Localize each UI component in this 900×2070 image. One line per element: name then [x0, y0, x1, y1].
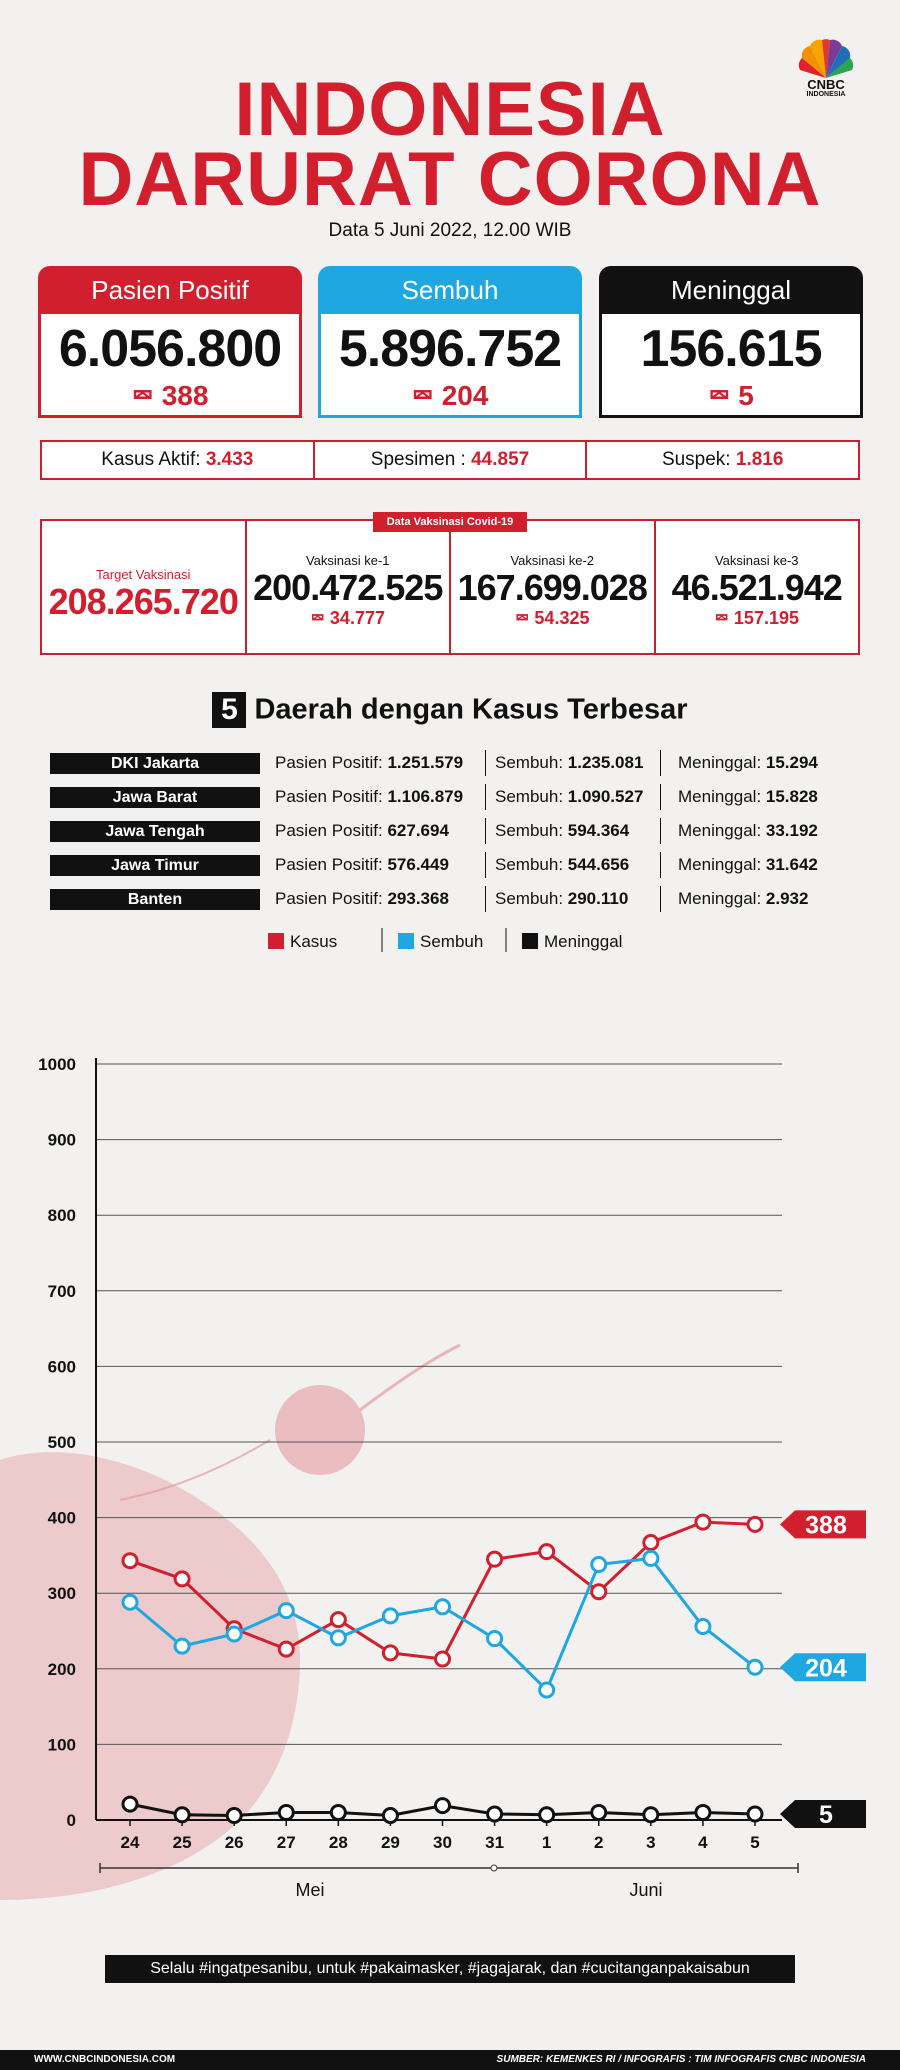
data-point-kasus [644, 1536, 658, 1550]
y-tick-label: 700 [47, 1281, 76, 1301]
data-point-sembuh [540, 1683, 554, 1697]
page-title-line2: DARURAT CORONA [78, 137, 822, 222]
vaccine-value: 200.472.525 [253, 567, 443, 608]
data-date: Data 5 Juni 2022, 12.00 WIB [328, 220, 572, 241]
region-meninggal-label: Meninggal: [678, 889, 766, 908]
vaccine-value: 167.699.028 [457, 567, 647, 608]
end-label-meninggal [780, 1800, 866, 1829]
region-positif-label: Pasien Positif: [275, 787, 388, 806]
end-label-text: 204 [805, 1654, 847, 1683]
end-label-sembuh [780, 1653, 866, 1682]
stat-delta: 204 [441, 380, 489, 411]
vaccine-target [42, 521, 247, 653]
stat-label: Pasien Positif [38, 266, 302, 314]
slogan-bar: Selalu #ingatpesanibu, untuk #pakaimasker, #jagajarak, dan #cucitanganpakaisabun [105, 1955, 795, 1983]
data-point-sembuh [488, 1632, 502, 1646]
legend-label: Kasus [290, 932, 338, 951]
data-point-meninggal [488, 1807, 502, 1821]
region-positif-label: Pasien Positif: [275, 821, 388, 840]
summary-value: 3.433 [205, 449, 254, 470]
region-sembuh-label: Sembuh: [495, 753, 568, 772]
x-tick-label: 30 [433, 1833, 452, 1852]
region-sembuh-label: Sembuh: [495, 855, 568, 874]
y-tick-label: 500 [47, 1433, 76, 1452]
stat-label: Sembuh [318, 266, 582, 314]
legend-swatch [522, 933, 538, 949]
data-point-sembuh [383, 1609, 397, 1623]
data-point-kasus [592, 1585, 606, 1599]
month-divider [491, 1865, 497, 1871]
data-point-meninggal [227, 1808, 241, 1822]
data-point-kasus [696, 1515, 710, 1529]
y-tick-label: 200 [47, 1659, 76, 1679]
data-point-meninggal [436, 1799, 450, 1813]
stat-value: 156.615 [640, 320, 822, 378]
y-tick-label: 100 [47, 1735, 76, 1755]
region-name: Jawa Barat [50, 787, 260, 808]
region-positif-label: Pasien Positif: [275, 889, 388, 908]
data-point-sembuh [436, 1600, 450, 1614]
data-point-meninggal [123, 1797, 137, 1811]
month-label: Mei [295, 1880, 325, 1900]
stat-value: 5.896.752 [338, 320, 562, 378]
regions-title [0, 692, 900, 728]
data-point-kasus [383, 1646, 397, 1660]
x-tick-label: 28 [328, 1833, 348, 1852]
data-point-kasus [748, 1517, 762, 1531]
region-sembuh: 544.656 [567, 855, 630, 874]
vaccine-panel [40, 519, 860, 655]
region-name: DKI Jakarta [50, 753, 260, 774]
data-point-sembuh [696, 1619, 710, 1633]
regions-title-text: Daerah dengan Kasus Terbesar [254, 693, 688, 726]
legend-label: Meninggal [544, 932, 623, 951]
x-tick-label: 29 [380, 1833, 400, 1852]
region-name: Jawa Timur [50, 855, 260, 876]
data-point-meninggal [748, 1807, 762, 1821]
summary-label: Suspek: [661, 449, 736, 470]
data-point-sembuh [227, 1627, 241, 1641]
vaccine-delta: 54.325 [534, 608, 590, 628]
x-tick-label: 31 [485, 1833, 505, 1852]
stat-card-meninggal [599, 266, 863, 418]
vaccine-tag: Data Vaksinasi Covid-19 [373, 512, 527, 532]
end-label-text: 5 [819, 1800, 833, 1829]
region-positif: 1.251.579 [387, 753, 464, 772]
y-tick-label: 600 [47, 1357, 76, 1377]
vaccine-value: 46.521.942 [671, 567, 842, 608]
end-label-text: 388 [805, 1511, 847, 1540]
x-tick-label: 27 [276, 1833, 296, 1852]
y-tick-label: 300 [47, 1584, 76, 1604]
x-tick-label: 24 [120, 1833, 140, 1852]
summary-label: Kasus Aktif: [101, 449, 206, 470]
region-meninggal: 33.192 [765, 821, 818, 840]
daily-cases-chart [0, 932, 900, 1900]
x-tick-label: 3 [646, 1833, 656, 1852]
region-positif: 627.694 [387, 821, 449, 840]
logo-text: CNBC [807, 77, 845, 92]
x-tick-label: 1 [541, 1833, 552, 1852]
x-tick-label: 2 [594, 1833, 604, 1852]
stat-value: 6.056.800 [58, 320, 282, 378]
vaccine-delta: 34.777 [329, 608, 385, 628]
summary-row [40, 440, 860, 480]
legend-swatch [398, 933, 414, 949]
y-tick-label: 900 [47, 1130, 76, 1150]
summary-label: Spesimen : [370, 449, 472, 470]
stat-card-sembuh [318, 266, 582, 418]
vaccine-dose-3 [656, 521, 859, 653]
regions-title-number: 5 [212, 692, 246, 728]
region-meninggal: 2.932 [765, 889, 809, 908]
vaccine-delta: 157.195 [733, 608, 799, 628]
x-tick-label: 26 [224, 1833, 244, 1852]
region-positif: 293.368 [387, 889, 449, 908]
vaccine-dose-2 [451, 521, 656, 653]
data-point-kasus [331, 1613, 345, 1627]
region-meninggal: 15.828 [765, 787, 818, 806]
data-point-sembuh [331, 1631, 345, 1645]
data-point-meninggal [383, 1808, 397, 1822]
month-label: Juni [629, 1880, 663, 1900]
x-tick-label: 5 [750, 1833, 760, 1852]
y-tick-label: 0 [66, 1811, 76, 1830]
vaccine-label: Vaksinasi ke-3 [714, 553, 799, 568]
summary-value: 1.816 [735, 449, 784, 470]
stat-card-positif [38, 266, 302, 418]
data-point-kasus [123, 1554, 137, 1568]
data-point-sembuh [748, 1660, 762, 1674]
vaccine-dose-1 [247, 521, 452, 653]
footer [0, 2050, 900, 2070]
stat-delta: 388 [161, 380, 209, 411]
data-point-sembuh [644, 1551, 658, 1565]
double-chevron-up-icon: ⮹ [515, 608, 530, 628]
double-chevron-up-icon: ⮹ [714, 608, 729, 628]
region-positif: 1.106.879 [387, 787, 464, 806]
region-row [50, 818, 870, 844]
region-sembuh-label: Sembuh: [495, 787, 568, 806]
vaccine-target-value: 208.265.720 [48, 581, 238, 622]
data-point-meninggal [331, 1805, 345, 1819]
region-sembuh-label: Sembuh: [495, 889, 568, 908]
data-point-sembuh [279, 1604, 293, 1618]
data-point-sembuh [592, 1557, 606, 1571]
legend-label: Sembuh [420, 932, 484, 951]
data-point-sembuh [175, 1639, 189, 1653]
data-point-kasus [279, 1642, 293, 1656]
region-row [50, 784, 870, 810]
stat-label: Meninggal [599, 266, 863, 314]
data-point-sembuh [123, 1595, 137, 1609]
region-name: Banten [50, 889, 260, 910]
summary-kasus-aktif [42, 442, 315, 478]
region-sembuh: 1.090.527 [567, 787, 644, 806]
region-meninggal-label: Meninggal: [678, 753, 766, 772]
vaccine-target-label: Target Vaksinasi [96, 567, 191, 582]
double-chevron-up-icon: ⮹ [411, 380, 434, 411]
double-chevron-up-icon: ⮹ [708, 380, 731, 411]
x-tick-label: 4 [698, 1833, 708, 1852]
double-chevron-up-icon: ⮹ [310, 608, 325, 628]
region-row [50, 852, 870, 878]
vaccine-label: Vaksinasi ke-2 [510, 553, 595, 568]
region-meninggal-label: Meninggal: [678, 821, 766, 840]
data-point-meninggal [696, 1805, 710, 1819]
end-label-kasus [780, 1510, 866, 1539]
region-sembuh: 290.110 [567, 889, 629, 908]
y-tick-label: 1000 [38, 1055, 76, 1074]
region-sembuh: 594.364 [567, 821, 630, 840]
summary-spesimen [315, 442, 588, 478]
region-meninggal-label: Meninggal: [678, 855, 766, 874]
region-positif-label: Pasien Positif: [275, 855, 388, 874]
data-point-kasus [540, 1545, 554, 1559]
footer-website[interactable]: WWW.CNBCINDONESIA.COM [34, 2054, 176, 2065]
data-point-meninggal [592, 1805, 606, 1819]
region-name: Jawa Tengah [50, 821, 260, 842]
region-meninggal-label: Meninggal: [678, 787, 766, 806]
region-positif-label: Pasien Positif: [275, 753, 388, 772]
data-point-meninggal [175, 1808, 189, 1822]
page-title-line1: INDONESIA [234, 67, 666, 152]
region-sembuh: 1.235.081 [567, 753, 644, 772]
vaccine-label: Vaksinasi ke-1 [305, 553, 390, 568]
footer-source: SUMBER: KEMENKES RI / INFOGRAFIS : TIM INFOGRAFIS CNBC INDONESIA [496, 2054, 866, 2065]
legend-swatch [268, 933, 284, 949]
data-point-kasus [436, 1652, 450, 1666]
logo-subtext: INDONESIA [806, 91, 846, 98]
x-tick-label: 25 [172, 1833, 192, 1852]
region-meninggal: 15.294 [765, 753, 818, 772]
summary-suspek [587, 442, 858, 478]
region-row [50, 750, 870, 776]
region-positif: 576.449 [387, 855, 449, 874]
double-chevron-up-icon: ⮹ [131, 380, 154, 411]
data-point-meninggal [644, 1808, 658, 1822]
region-row [50, 886, 870, 912]
region-meninggal: 31.642 [765, 855, 818, 874]
y-tick-label: 800 [47, 1206, 76, 1226]
data-point-kasus [488, 1552, 502, 1566]
data-point-kasus [175, 1572, 189, 1586]
data-point-meninggal [540, 1808, 554, 1822]
data-point-meninggal [279, 1805, 293, 1819]
stat-delta: 5 [738, 380, 754, 411]
y-tick-label: 400 [47, 1508, 76, 1528]
region-sembuh-label: Sembuh: [495, 821, 568, 840]
summary-value: 44.857 [471, 449, 530, 470]
